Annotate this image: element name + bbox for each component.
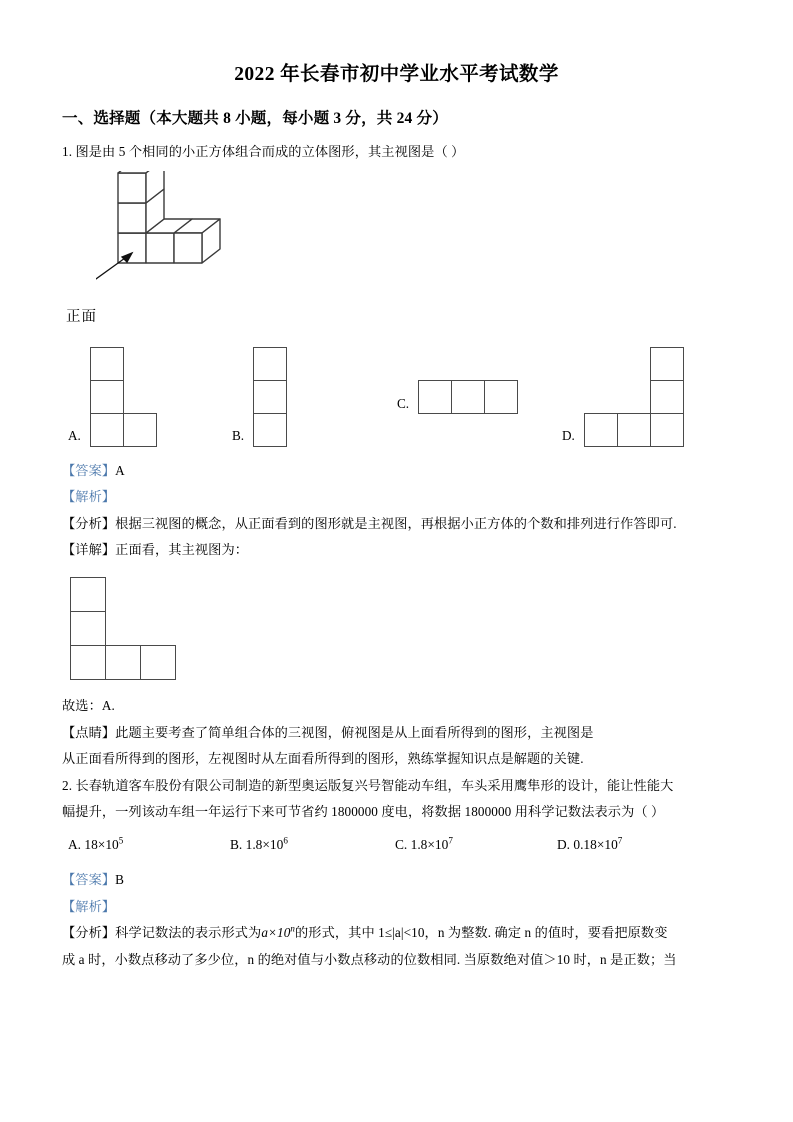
question-2-stem-line-1: 2. 长春轨道客车股份有限公司制造的新型奥运版复兴号智能动车组，车头采用鹰隼形的设计，能让性能大 (62, 777, 674, 793)
option-c[interactable] (397, 380, 518, 414)
q2-option-b-letter: B. (230, 837, 243, 853)
dianjing-line-1: 此题主要考查了简单组合体的三视图，俯视图是从上面看所得到的图形，主视图是 (115, 724, 594, 740)
q2-option-a-exponent: 5 (118, 835, 124, 846)
solution-grid (70, 577, 176, 679)
q2-answer-marker: 【答案】 (62, 872, 116, 888)
question-2-stem-line-2: 幅提升，一列该动车组一年运行下来可节省约 1800000 度电，将数据 1800000 用科学记数法表示为（ ） (62, 803, 665, 819)
q2-fenxi-text-d: 的形式，其中 1≤|a|<10，n 为整数. 确定 n 的值时，要看把原数变 (295, 925, 668, 941)
question-1-stem: 1. 图是由 5 个相同的小正方体组合而成的立体图形，其主视图是（ ） (62, 144, 465, 159)
question-1-dianjing-row (62, 720, 731, 746)
q2-option-d-exponent: 7 (617, 835, 623, 846)
question-1-analysis-marker-row (62, 484, 731, 510)
question-2-fenxi-line-1 (62, 920, 731, 946)
option-c-letter: C. (397, 395, 410, 411)
q2-option-d-letter: D. (557, 837, 571, 853)
q2-option-a-value: 18×10 (84, 837, 119, 853)
q2-option-c[interactable] (395, 837, 453, 853)
q2-option-b[interactable] (230, 837, 288, 853)
xiangjie-marker: 【详解】 (62, 541, 116, 557)
fenxi-text: 根据三视图的概念，从正面看到的图形就是主视图，再根据小正方体的个数和排列进行作答即可. (115, 515, 677, 531)
answer-marker: 【答案】 (62, 462, 116, 478)
option-b[interactable] (232, 347, 287, 446)
question-1-conclusion: 故选：A. (62, 698, 115, 714)
option-d[interactable] (562, 347, 684, 446)
option-a-figure (90, 347, 156, 446)
option-a[interactable] (68, 347, 156, 446)
q2-option-b-value: 1.8×10 (245, 837, 284, 853)
section-heading: 一、选择题（本大题共 8 小题，每小题 3 分，共 24 分） (62, 110, 448, 127)
q2-option-a-letter: A. (68, 837, 82, 853)
page-title: 2022 年长春市初中学业水平考试数学 (234, 64, 559, 85)
question-1-solid-figure (96, 171, 326, 311)
question-1-solution-figure (70, 577, 270, 677)
option-d-letter: D. (562, 427, 575, 443)
q2-fenxi-formula-exponent: n (290, 923, 296, 934)
q2-option-b-exponent: 6 (283, 835, 288, 846)
question-1-options (62, 348, 731, 452)
q2-option-c-letter: C. (395, 837, 408, 853)
dianjing-marker: 【点睛】 (62, 724, 116, 740)
question-2-fenxi-line-2: 成 a 时，小数点移动了多少位，n 的绝对值与小数点移动的位数相同. 当原数绝对值＞10 时，n 是正数；当 (62, 951, 677, 967)
question-2-options (62, 837, 731, 867)
q2-option-c-value: 1.8×10 (410, 837, 449, 853)
q2-option-a[interactable] (68, 837, 123, 853)
q2-fenxi-text-a: 科学记数法的表示形式为 (115, 925, 262, 941)
fenxi-marker: 【分析】 (62, 515, 116, 531)
option-c-figure (418, 380, 518, 414)
question-1-dianjing-line-2: 从正面看所得到的图形，左视图时从左面看所得到的图形，熟练掌握知识点是解题的关键. (62, 751, 584, 767)
front-face-label: 正面 (66, 308, 97, 325)
option-a-letter: A. (68, 427, 81, 443)
q2-option-d-value: 0.18×10 (573, 837, 618, 853)
question-1-xiangjie-row (62, 537, 731, 563)
option-b-letter: B. (232, 427, 245, 443)
q2-answer-value: B (115, 872, 125, 888)
q2-option-c-exponent: 7 (448, 835, 453, 846)
answer-value: A (115, 462, 125, 478)
question-1-answer-row (62, 452, 731, 484)
front-arrow (96, 253, 132, 289)
analysis-marker: 【解析】 (62, 489, 116, 505)
q2-fenxi-marker: 【分析】 (62, 925, 116, 941)
q2-option-d[interactable] (557, 837, 622, 853)
isometric-cubes-svg (96, 171, 326, 311)
xiangjie-text: 正面看，其主视图为： (115, 541, 249, 557)
question-2-analysis-marker-row (62, 894, 731, 920)
q2-fenxi-formula: a×10 (261, 925, 291, 941)
option-d-figure (584, 347, 684, 446)
question-2-answer-row (62, 867, 731, 893)
option-b-figure (253, 347, 287, 446)
q2-analysis-marker: 【解析】 (62, 898, 116, 914)
question-1-fenxi-row (62, 511, 731, 537)
